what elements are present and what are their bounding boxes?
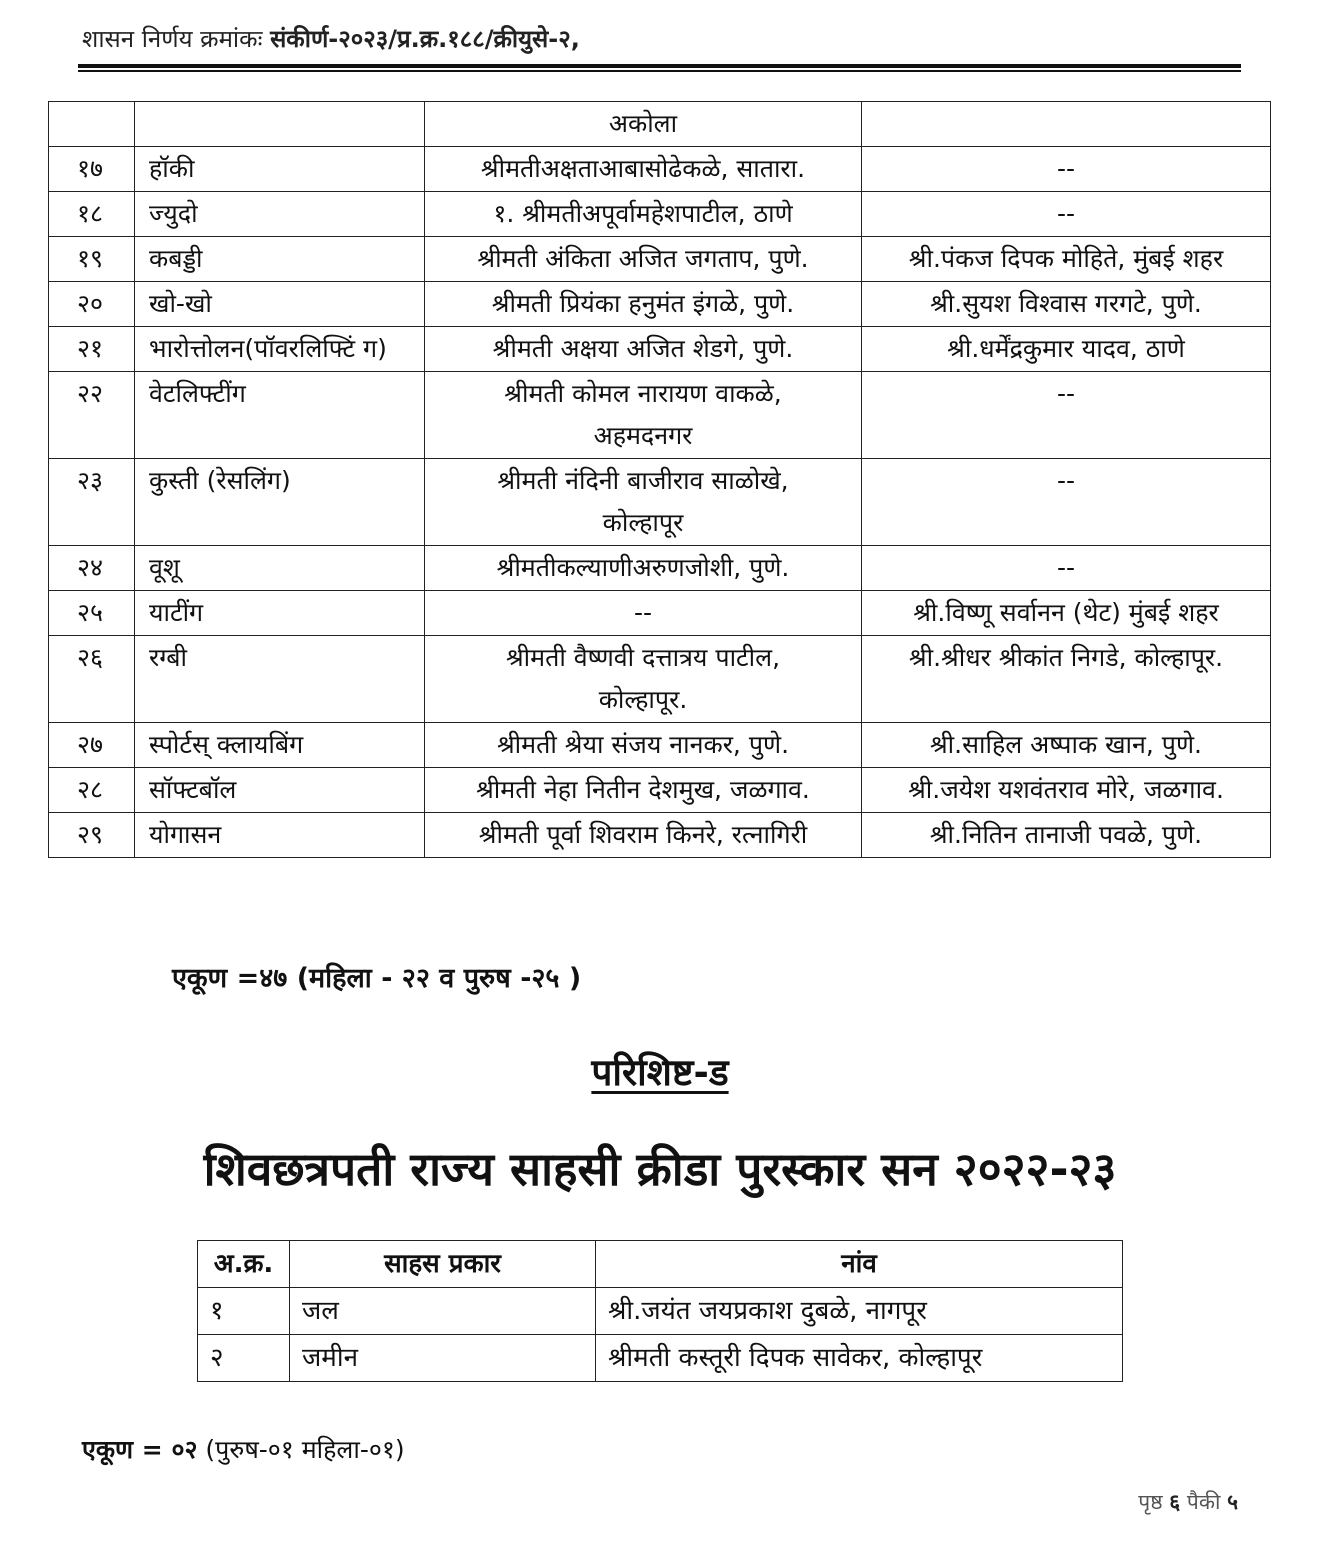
sport-cell: रग्बी [135,636,425,723]
serial-cell: २० [49,282,135,327]
serial-cell: २५ [49,591,135,636]
female-awardee-cell: श्रीमतीअक्षताआबासोढेकळे, सातारा. [425,147,862,192]
table-row [49,147,1271,192]
table-row [49,459,1271,546]
serial-cell: २९ [49,813,135,858]
serial-cell: २३ [49,459,135,546]
female-awardee-cell: श्रीमतीकल्याणीअरुणजोशी, पुणे. [425,546,862,591]
male-awardee-cell: -- [862,192,1271,237]
male-awardee-cell: श्री.जयेश यशवंतराव मोरे, जळगाव. [862,768,1271,813]
serial-cell: २६ [49,636,135,723]
female-awardee-cell: श्रीमती पूर्वा शिवराम किनरे, रत्नागिरी [425,813,862,858]
serial-cell: २८ [49,768,135,813]
table-row [49,813,1271,858]
serial-cell: २७ [49,723,135,768]
sport-cell: स्पोर्टस् क्लायबिंग [135,723,425,768]
male-awardee-cell: -- [862,147,1271,192]
appendix-title-text: परिशिष्ट-ड [591,1051,729,1094]
page-middle: पैकी [1186,1490,1221,1514]
serial-cell: १८ [49,192,135,237]
female-awardee-cell: श्रीमती अक्षया अजित शेडगे, पुणे. [425,327,862,372]
sport-cell: सॉफ्टबॉल [135,768,425,813]
sport-cell: भारोत्तोलन(पॉवरलिफ्टिं ग) [135,327,425,372]
serial-cell: २१ [49,327,135,372]
award-title: शिवछत्रपती राज्य साहसी क्रीडा पुरस्कार सन २०२२-२३ [203,1142,1117,1196]
male-awardee-cell: श्री.पंकज दिपक मोहिते, मुंबई शहर [862,237,1271,282]
serial-cell: १९ [49,237,135,282]
female-awardee-cell: श्रीमती कोमल नारायण वाकळे, अहमदनगर [425,372,862,459]
female-awardee-cell: -- [425,591,862,636]
adventure-type-cell: जल [290,1288,596,1335]
serial-cell: २४ [49,546,135,591]
total-summary: एकूण =४७ (महिला - २२ व पुरुष -२५ ) [172,963,582,994]
sport-cell: योगासन [135,813,425,858]
male-awardee-cell: -- [862,546,1271,591]
table-row [49,636,1271,723]
female-awardee-cell: श्रीमती नेहा नितीन देशमुख, जळगाव. [425,768,862,813]
sport-cell: वूशू [135,546,425,591]
awardees-table [48,101,1271,858]
female-awardee-cell: श्रीमती श्रेया संजय नानकर, पुणे. [425,723,862,768]
adventure-award-table [197,1240,1123,1382]
document-reference-header [82,22,580,55]
male-awardee-cell: -- [862,372,1271,459]
male-awardee-cell: श्री.श्रीधर श्रीकांत निगडे, कोल्हापूर. [862,636,1271,723]
sport-cell: कुस्ती (रेसलिंग) [135,459,425,546]
male-awardee-cell: श्री.साहिल अष्पाक खान, पुणे. [862,723,1271,768]
table-row [198,1335,1123,1382]
header-rule-thin [78,70,1241,72]
table-row [49,237,1271,282]
awardee-name-cell: श्री.जयंत जयप्रकाश दुबळे, नागपूर [596,1288,1123,1335]
male-awardee-cell: -- [862,459,1271,546]
column-header-serial: अ.क्र. [198,1241,290,1288]
sport-cell: खो-खो [135,282,425,327]
table-row [49,282,1271,327]
table-row [49,372,1271,459]
table-row [49,192,1271,237]
table-row [198,1288,1123,1335]
sport-cell: याटींग [135,591,425,636]
male-awardee-cell: श्री.धर्मेंद्रकुमार यादव, ठाणे [862,327,1271,372]
adventure-type-cell: जमीन [290,1335,596,1382]
female-awardee-cell: श्रीमती वैष्णवी दत्तात्रय पाटील, कोल्हापूर. [425,636,862,723]
page-number [1138,1488,1238,1516]
header-reference-number: संकीर्ण-२०२३/प्र.क्र.१८८/क्रीयुसे-२, [270,25,580,53]
male-awardee-cell: श्री.नितिन तानाजी पवळे, पुणे. [862,813,1271,858]
page-total: ५ [1227,1490,1238,1514]
award-total-detail: (पुरुष-०१ महिला-०१) [197,1435,405,1464]
award-total-label: एकूण = ०२ [82,1435,198,1464]
serial-cell: १ [198,1288,290,1335]
table-row [49,327,1271,372]
male-awardee-cell: श्री.सुयश विश्वास गरगटे, पुणे. [862,282,1271,327]
page-current: ६ [1169,1490,1181,1514]
female-awardee-cell: १. श्रीमतीअपूर्वामहेशपाटील, ठाणे [425,192,862,237]
sport-cell: कबड्डी [135,237,425,282]
awardee-name-cell: श्रीमती कस्तूरी दिपक सावेकर, कोल्हापूर [596,1335,1123,1382]
male-awardee-cell: श्री.विष्णू सर्वानन (थेट) मुंबई शहर [862,591,1271,636]
female-awardee-cell: अकोला [425,102,862,147]
appendix-title [0,1045,1320,1096]
female-awardee-cell: श्रीमती अंकिता अजित जगताप, पुणे. [425,237,862,282]
male-awardee-cell [862,102,1271,147]
header-rule-thick [78,64,1241,68]
table-row [49,768,1271,813]
table-row [49,591,1271,636]
table-header-row [198,1241,1123,1288]
serial-cell: २ [198,1335,290,1382]
sport-cell: वेटलिफ्टींग [135,372,425,459]
sport-cell: हॉकी [135,147,425,192]
table-row [49,102,1271,147]
serial-cell [49,102,135,147]
page-prefix: पृष्ठ [1138,1490,1163,1514]
table-row [49,723,1271,768]
sport-cell [135,102,425,147]
female-awardee-cell: श्रीमती नंदिनी बाजीराव साळोखे, कोल्हापूर [425,459,862,546]
award-total-summary [82,1432,405,1466]
female-awardee-cell: श्रीमती प्रियंका हनुमंत इंगळे, पुणे. [425,282,862,327]
sport-cell: ज्युदो [135,192,425,237]
serial-cell: २२ [49,372,135,459]
column-header-name: नांव [596,1241,1123,1288]
column-header-adventure-type: साहस प्रकार [290,1241,596,1288]
table-row [49,546,1271,591]
header-prefix: शासन निर्णय क्रमांकः [82,25,263,53]
serial-cell: १७ [49,147,135,192]
